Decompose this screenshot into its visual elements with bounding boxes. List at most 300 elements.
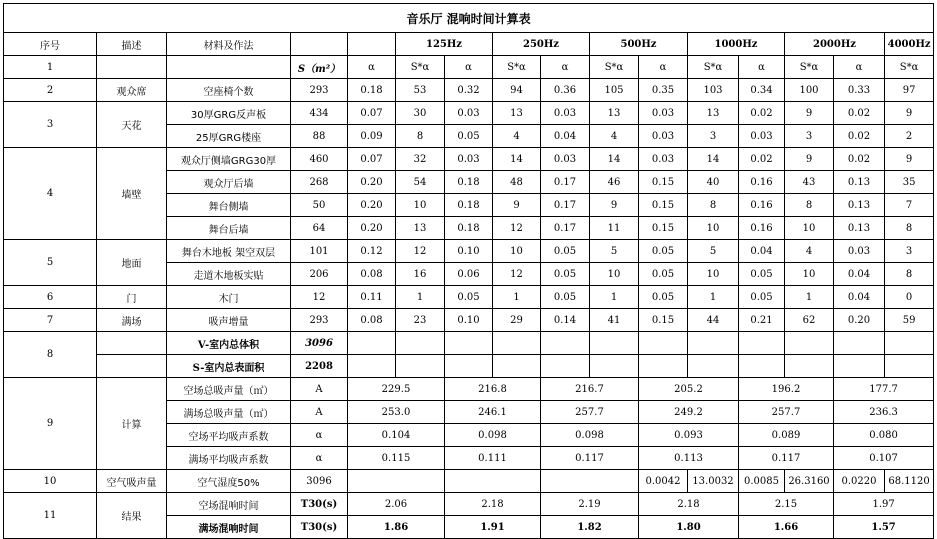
surface-area-label: S-室内总表面积 [167,355,291,378]
row-desc: 门 [97,286,167,309]
salpha-header: S*α [493,56,541,79]
reverberation-table-container [3,3,934,539]
table-row [4,470,934,493]
alpha-cell: 0.34 [739,79,785,102]
row-material: 木门 [167,286,291,309]
alpha-cell: 0.08 [348,309,396,332]
salpha-cell: 35 [885,171,934,194]
empty-cell [445,332,493,355]
salpha-cell: 100 [785,79,834,102]
alpha-cell: 0.13 [834,171,885,194]
alpha-cell: 0.03 [445,148,493,171]
air-absorb-cell: 68.1120 [885,470,934,493]
alpha-cell: 0.03 [445,102,493,125]
empty-cell [167,56,291,79]
empty-cell [688,332,739,355]
salpha-cell: 2 [885,125,934,148]
salpha-cell: 5 [688,240,739,263]
salpha-cell: 14 [590,148,639,171]
salpha-cell: 9 [590,194,639,217]
alpha-cell: 0.13 [834,217,885,240]
alpha-cell: 0.05 [739,263,785,286]
result-cell: 2.18 [639,493,739,516]
empty-cell [541,470,639,493]
alpha-cell: 0.02 [834,148,885,171]
table-row [4,332,934,355]
calc-cell: 257.7 [739,401,834,424]
salpha-cell: 48 [493,171,541,194]
alpha-header: α [739,56,785,79]
air-coef-cell: 0.0220 [834,470,885,493]
empty-cell [396,332,445,355]
row-material: 走道木地板实贴 [167,263,291,286]
alpha-cell: 0.16 [739,171,785,194]
salpha-cell: 14 [493,148,541,171]
row-desc: 结果 [97,493,167,539]
row-material: 空场平均吸声系数 [167,424,291,447]
header-material: 材料及作法 [167,33,291,56]
row-unit: A [291,401,348,424]
alpha-cell: 0.04 [834,263,885,286]
empty-cell [834,355,885,378]
row-material: 空场混响时间 [167,493,291,516]
salpha-cell: 3 [885,240,934,263]
salpha-cell: 41 [590,309,639,332]
empty-cell [97,332,167,355]
table-row [4,378,934,401]
calc-cell: 0.117 [541,447,639,470]
row-area: 3096 [291,470,348,493]
row-material: 观众厅后墙 [167,171,291,194]
alpha-cell: 0.03 [639,148,688,171]
row-unit: α [291,424,348,447]
row-desc: 满场 [97,309,167,332]
empty-cell [445,355,493,378]
salpha-cell: 8 [885,263,934,286]
alpha-cell: 0.20 [348,194,396,217]
salpha-cell: 9 [493,194,541,217]
salpha-cell: 1 [688,286,739,309]
row-desc: 地面 [97,240,167,286]
empty-cell [590,355,639,378]
salpha-cell: 16 [396,263,445,286]
alpha-cell: 0.05 [541,240,590,263]
table-row [4,355,934,378]
alpha-cell: 0.03 [639,102,688,125]
salpha-header: S*α [590,56,639,79]
calc-cell: 196.2 [739,378,834,401]
salpha-header: S*α [885,56,934,79]
row-unit: A [291,378,348,401]
salpha-header: S*α [785,56,834,79]
alpha-cell: 0.17 [541,217,590,240]
salpha-cell: 7 [885,194,934,217]
header-freq: 4000Hz [885,33,934,56]
empty-cell [885,332,934,355]
salpha-cell: 13 [396,217,445,240]
salpha-cell: 3 [785,125,834,148]
empty-cell [688,355,739,378]
salpha-cell: 4 [493,125,541,148]
empty-cell [639,355,688,378]
row-desc: 计算 [97,378,167,470]
alpha-header: α [348,56,396,79]
alpha-cell: 0.02 [739,148,785,171]
alpha-header: α [445,56,493,79]
salpha-cell: 54 [396,171,445,194]
table-row [4,240,934,263]
alpha-cell: 0.18 [445,171,493,194]
result-cell: 1.57 [834,516,934,539]
salpha-cell: 103 [688,79,739,102]
salpha-cell: 8 [785,194,834,217]
salpha-cell: 94 [493,79,541,102]
row-material: 满场总吸声量（㎡） [167,401,291,424]
row-no: 8 [4,332,97,378]
row-area: 50 [291,194,348,217]
alpha-cell: 0.04 [739,240,785,263]
alpha-cell: 0.06 [445,263,493,286]
salpha-cell: 10 [590,263,639,286]
salpha-cell: 11 [590,217,639,240]
row-area: 101 [291,240,348,263]
header-blank [348,33,396,56]
empty-cell [445,470,541,493]
result-cell: 1.91 [445,516,541,539]
salpha-cell: 1 [590,286,639,309]
result-cell: 2.18 [445,493,541,516]
alpha-cell: 0.03 [541,102,590,125]
empty-cell [348,355,396,378]
salpha-cell: 10 [785,263,834,286]
result-cell: 2.06 [348,493,445,516]
volume-value: 3096 [291,332,348,355]
air-absorb-cell: 26.3160 [785,470,834,493]
alpha-cell: 0.16 [739,194,785,217]
row-desc: 空气吸声量 [97,470,167,493]
empty-cell [348,470,445,493]
alpha-cell: 0.18 [348,79,396,102]
title-row [4,4,934,33]
row-area: 434 [291,102,348,125]
table-row [4,148,934,171]
empty-cell [493,332,541,355]
salpha-cell: 10 [493,240,541,263]
salpha-cell: 53 [396,79,445,102]
calc-cell: 0.117 [739,447,834,470]
calc-cell: 0.107 [834,447,934,470]
salpha-cell: 9 [885,148,934,171]
row-no: 4 [4,148,97,240]
calc-cell: 253.0 [348,401,445,424]
alpha-cell: 0.07 [348,102,396,125]
calc-cell: 216.8 [445,378,541,401]
empty-cell [590,332,639,355]
alpha-cell: 0.16 [739,217,785,240]
calc-cell: 0.093 [639,424,739,447]
calc-cell: 0.115 [348,447,445,470]
alpha-cell: 0.05 [541,286,590,309]
row-material: 空场总吸声量（㎡） [167,378,291,401]
salpha-header: S*α [688,56,739,79]
salpha-cell: 1 [396,286,445,309]
empty-cell [739,332,785,355]
salpha-cell: 13 [688,102,739,125]
header-row [4,33,934,56]
empty-cell [639,332,688,355]
surface-area-value: 2208 [291,355,348,378]
header-freq: 500Hz [590,33,688,56]
row-material: 观众厅侧墙GRG30厚 [167,148,291,171]
row-material: 满场混响时间 [167,516,291,539]
calc-cell: 205.2 [639,378,739,401]
salpha-cell: 1 [785,286,834,309]
row-no: 1 [4,56,97,79]
salpha-cell: 10 [785,217,834,240]
alpha-cell: 0.15 [639,309,688,332]
alpha-cell: 0.32 [445,79,493,102]
salpha-cell: 1 [493,286,541,309]
row-material: 吸声增量 [167,309,291,332]
salpha-cell: 10 [396,194,445,217]
calc-cell: 0.098 [445,424,541,447]
header-freq: 250Hz [493,33,590,56]
alpha-cell: 0.11 [348,286,396,309]
calc-cell: 0.098 [541,424,639,447]
alpha-cell: 0.20 [834,309,885,332]
alpha-header: α [541,56,590,79]
alpha-cell: 0.05 [639,286,688,309]
table-row [4,309,934,332]
alpha-cell: 0.13 [834,194,885,217]
salpha-cell: 12 [493,263,541,286]
row-no: 7 [4,309,97,332]
alpha-cell: 0.12 [348,240,396,263]
alpha-cell: 0.02 [739,102,785,125]
salpha-cell: 9 [785,102,834,125]
header-freq: 2000Hz [785,33,885,56]
alpha-cell: 0.05 [541,263,590,286]
salpha-cell: 40 [688,171,739,194]
salpha-cell: 13 [493,102,541,125]
salpha-cell: 3 [688,125,739,148]
empty-cell [834,332,885,355]
salpha-cell: 8 [885,217,934,240]
empty-cell [541,355,590,378]
salpha-header: S*α [396,56,445,79]
row-desc: 墙壁 [97,148,167,240]
result-cell: 2.15 [739,493,834,516]
salpha-cell: 8 [396,125,445,148]
air-coef-cell: 0.0085 [739,470,785,493]
calc-cell: 0.113 [639,447,739,470]
salpha-cell: 0 [885,286,934,309]
alpha-cell: 0.18 [445,217,493,240]
row-no: 6 [4,286,97,309]
salpha-cell: 44 [688,309,739,332]
alpha-cell: 0.08 [348,263,396,286]
salpha-cell: 9 [885,102,934,125]
calc-cell: 229.5 [348,378,445,401]
salpha-cell: 12 [396,240,445,263]
salpha-cell: 105 [590,79,639,102]
calc-cell: 246.1 [445,401,541,424]
row-material: 25厚GRG楼座 [167,125,291,148]
row-unit: T30(s) [291,516,348,539]
row-no: 5 [4,240,97,286]
calc-cell: 0.080 [834,424,934,447]
alpha-cell: 0.15 [639,217,688,240]
row-area: 64 [291,217,348,240]
alpha-cell: 0.15 [639,194,688,217]
empty-cell [785,332,834,355]
result-cell: 2.19 [541,493,639,516]
row-no: 10 [4,470,97,493]
alpha-cell: 0.21 [739,309,785,332]
header-area-blank [291,33,348,56]
calc-cell: 216.7 [541,378,639,401]
row-area: 293 [291,309,348,332]
table-row [4,493,934,516]
alpha-cell: 0.05 [639,240,688,263]
table-row [4,102,934,125]
alpha-cell: 0.18 [445,194,493,217]
air-coef-cell: 0.0042 [639,470,688,493]
row-unit: α [291,447,348,470]
row-no: 11 [4,493,97,539]
row-unit: T30(s) [291,493,348,516]
salpha-cell: 13 [590,102,639,125]
salpha-cell: 46 [590,171,639,194]
calc-cell: 249.2 [639,401,739,424]
alpha-cell: 0.04 [541,125,590,148]
alpha-cell: 0.14 [541,309,590,332]
salpha-cell: 4 [590,125,639,148]
row-material: 舞台侧墙 [167,194,291,217]
salpha-cell: 9 [785,148,834,171]
result-cell: 1.80 [639,516,739,539]
salpha-cell: 8 [688,194,739,217]
volume-label: V-室内总体积 [167,332,291,355]
alpha-cell: 0.35 [639,79,688,102]
row-area: 293 [291,79,348,102]
alpha-cell: 0.36 [541,79,590,102]
header-freq: 125Hz [396,33,493,56]
table-body [4,4,934,539]
alpha-cell: 0.07 [348,148,396,171]
result-cell: 1.97 [834,493,934,516]
header-freq: 1000Hz [688,33,785,56]
alpha-cell: 0.03 [541,148,590,171]
calc-cell: 0.104 [348,424,445,447]
empty-cell [348,332,396,355]
alpha-header: α [639,56,688,79]
calc-cell: 257.7 [541,401,639,424]
row-area: 268 [291,171,348,194]
salpha-cell: 43 [785,171,834,194]
calc-cell: 0.089 [739,424,834,447]
alpha-cell: 0.03 [739,125,785,148]
alpha-cell: 0.05 [739,286,785,309]
alpha-cell: 0.02 [834,125,885,148]
salpha-cell: 4 [785,240,834,263]
header-no: 序号 [4,33,97,56]
empty-cell [97,355,167,378]
empty-cell [885,355,934,378]
salpha-cell: 62 [785,309,834,332]
air-absorb-cell: 13.0032 [688,470,739,493]
row-desc: 天花 [97,102,167,148]
empty-cell [493,355,541,378]
alpha-header: α [834,56,885,79]
alpha-cell: 0.05 [445,286,493,309]
alpha-cell: 0.33 [834,79,885,102]
salpha-cell: 12 [493,217,541,240]
alpha-cell: 0.17 [541,194,590,217]
calc-cell: 177.7 [834,378,934,401]
alpha-cell: 0.10 [445,309,493,332]
alpha-cell: 0.15 [639,171,688,194]
row-area: 206 [291,263,348,286]
alpha-cell: 0.17 [541,171,590,194]
salpha-cell: 10 [688,263,739,286]
salpha-cell: 32 [396,148,445,171]
row-area: 12 [291,286,348,309]
alpha-cell: 0.20 [348,171,396,194]
row-area: 460 [291,148,348,171]
row-area: 88 [291,125,348,148]
salpha-cell: 14 [688,148,739,171]
empty-cell [396,355,445,378]
result-cell: 1.86 [348,516,445,539]
subheader-row [4,56,934,79]
result-cell: 1.82 [541,516,639,539]
alpha-cell: 0.10 [445,240,493,263]
row-material: 30厚GRG反声板 [167,102,291,125]
alpha-cell: 0.05 [639,263,688,286]
empty-cell [97,56,167,79]
salpha-cell: 23 [396,309,445,332]
alpha-cell: 0.20 [348,217,396,240]
table-row [4,286,934,309]
row-no: 2 [4,79,97,102]
table-row [4,79,934,102]
salpha-cell: 10 [688,217,739,240]
alpha-cell: 0.02 [834,102,885,125]
alpha-cell: 0.05 [445,125,493,148]
row-no: 3 [4,102,97,148]
calc-cell: 236.3 [834,401,934,424]
salpha-cell: 5 [590,240,639,263]
result-cell: 1.66 [739,516,834,539]
row-material: 空气湿度50% [167,470,291,493]
calc-cell: 0.111 [445,447,541,470]
empty-cell [739,355,785,378]
alpha-cell: 0.04 [834,286,885,309]
alpha-cell: 0.09 [348,125,396,148]
empty-cell [785,355,834,378]
salpha-cell: 30 [396,102,445,125]
row-material: 空座椅个数 [167,79,291,102]
row-material: 满场平均吸声系数 [167,447,291,470]
table-title: 音乐厅 混响时间计算表 [4,4,934,33]
row-material: 舞台后墙 [167,217,291,240]
reverberation-table [3,3,934,539]
salpha-cell: 97 [885,79,934,102]
row-no: 9 [4,378,97,470]
empty-cell [541,332,590,355]
row-material: 舞台木地板 架空双层 [167,240,291,263]
